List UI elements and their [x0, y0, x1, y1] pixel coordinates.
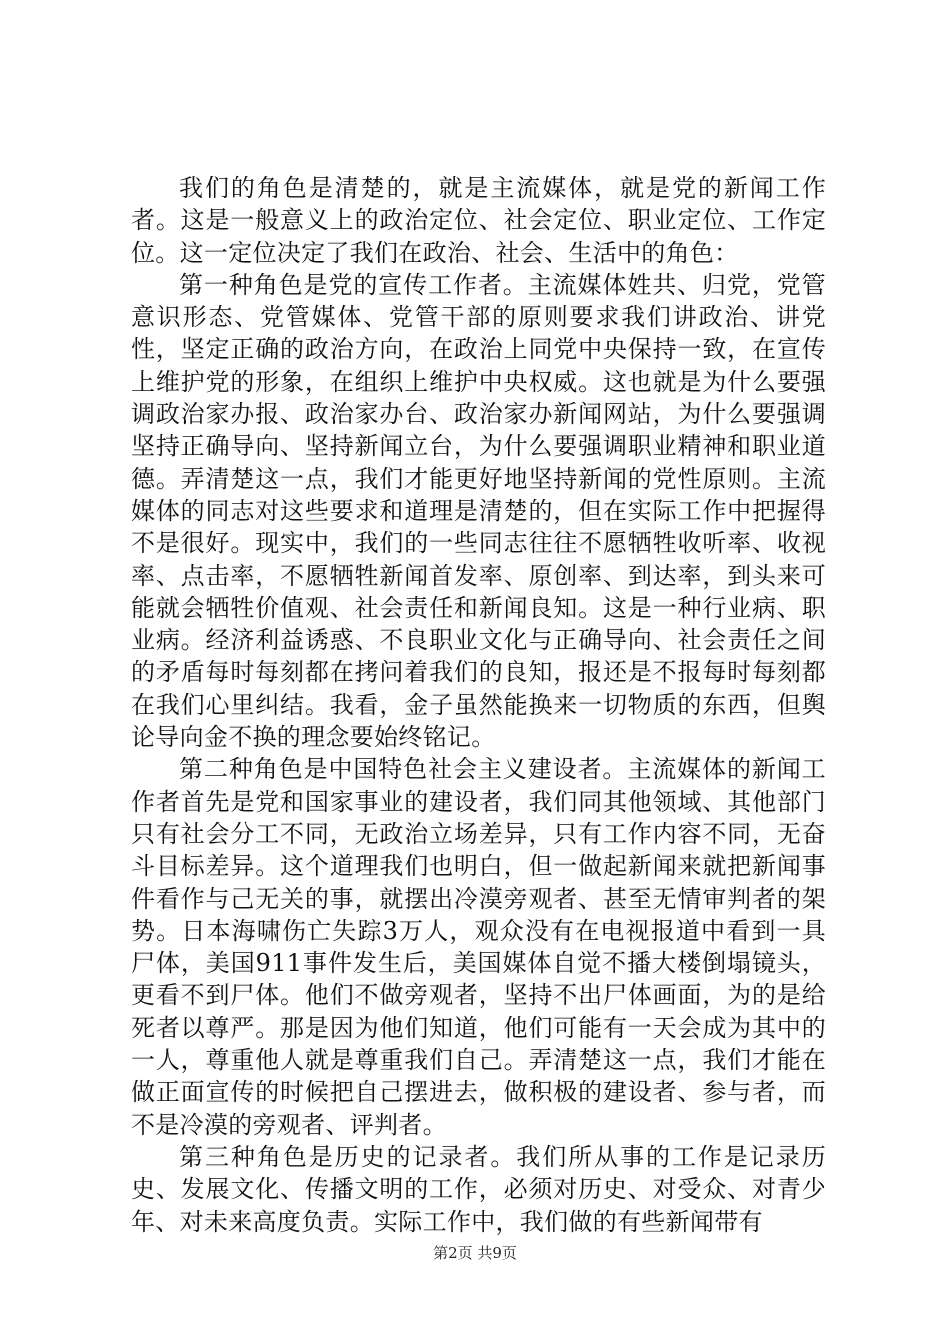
paragraph-role-two: 第二种角色是中国特色社会主义建设者。主流媒体的新闻工作者首先是党和国家事业的建设者，我们同其他领域、其他部门只有社会分工不同，无政治立场差异，只有工作内容不同，无奋斗目标差异。这个道理我们也明白，但一做起新闻来就把新闻事件看作与己无关的事，就摆出冷漠旁观者、甚至无情审判者的架势。日本海啸伤亡失踪3万人，观众没有在电视报道中看到一具尸体，美国911事件发生后，美国媒体自觉不播大楼倒塌镜头，更看不到尸体。他们不做旁观者，坚持不出尸体画面，为的是给死者以尊严。那是因为他们知道，他们可能有一天会成为其中的一人，尊重他人就是尊重我们自己。弄清楚这一点，我们才能在做正面宣传的时候把自己摆进去，做积极的建设者、参与者，而不是冷漠的旁观者、评判者。	[131, 755, 826, 1139]
paragraph-intro: 我们的角色是清楚的，就是主流媒体，就是党的新闻工作者。这是一般意义上的政治定位、社会定位、职业定位、工作定位。这一定位决定了我们在政治、社会、生活中的角色：	[131, 174, 826, 267]
document-body	[131, 172, 826, 1238]
paragraph-role-one: 第一种角色是党的宣传工作者。主流媒体姓共、归党，党管意识形态、党管媒体、党管干部的原则要求我们讲政治、讲党性，坚定正确的政治方向，在政治上同党中央保持一致，在宣传上维护党的形象，在组织上维护中央权威。这也就是为什么要强调政治家办报、政治家办台、政治家办新闻网站，为什么要强调坚持正确导向、坚持新闻立台，为什么要强调职业精神和职业道德。弄清楚这一点，我们才能更好地坚持新闻的党性原则。主流媒体的同志对这些要求和道理是清楚的，但在实际工作中把握得不是很好。现实中，我们的一些同志往往不愿牺牲收听率、收视率、点击率，不愿牺牲新闻首发率、原创率、到达率，到头来可能就会牺牲价值观、社会责任和新闻良知。这是一种行业病、职业病。经济利益诱惑、不良职业文化与正确导向、社会责任之间的矛盾每时每刻都在拷问着我们的良知，报还是不报每时每刻都在我们心里纠结。我看，金子虽然能换来一切物质的东西，但舆论导向金不换的理念要始终铭记。	[131, 270, 826, 752]
page-number-footer: 第2页 共9页	[433, 1244, 517, 1262]
paragraph-role-three: 第三种角色是历史的记录者。我们所从事的工作是记录历史、发展文化、传播文明的工作，必须对历史、对受众、对青少年、对未来高度负责。实际工作中，我们做的有些新闻带有	[131, 1142, 826, 1236]
